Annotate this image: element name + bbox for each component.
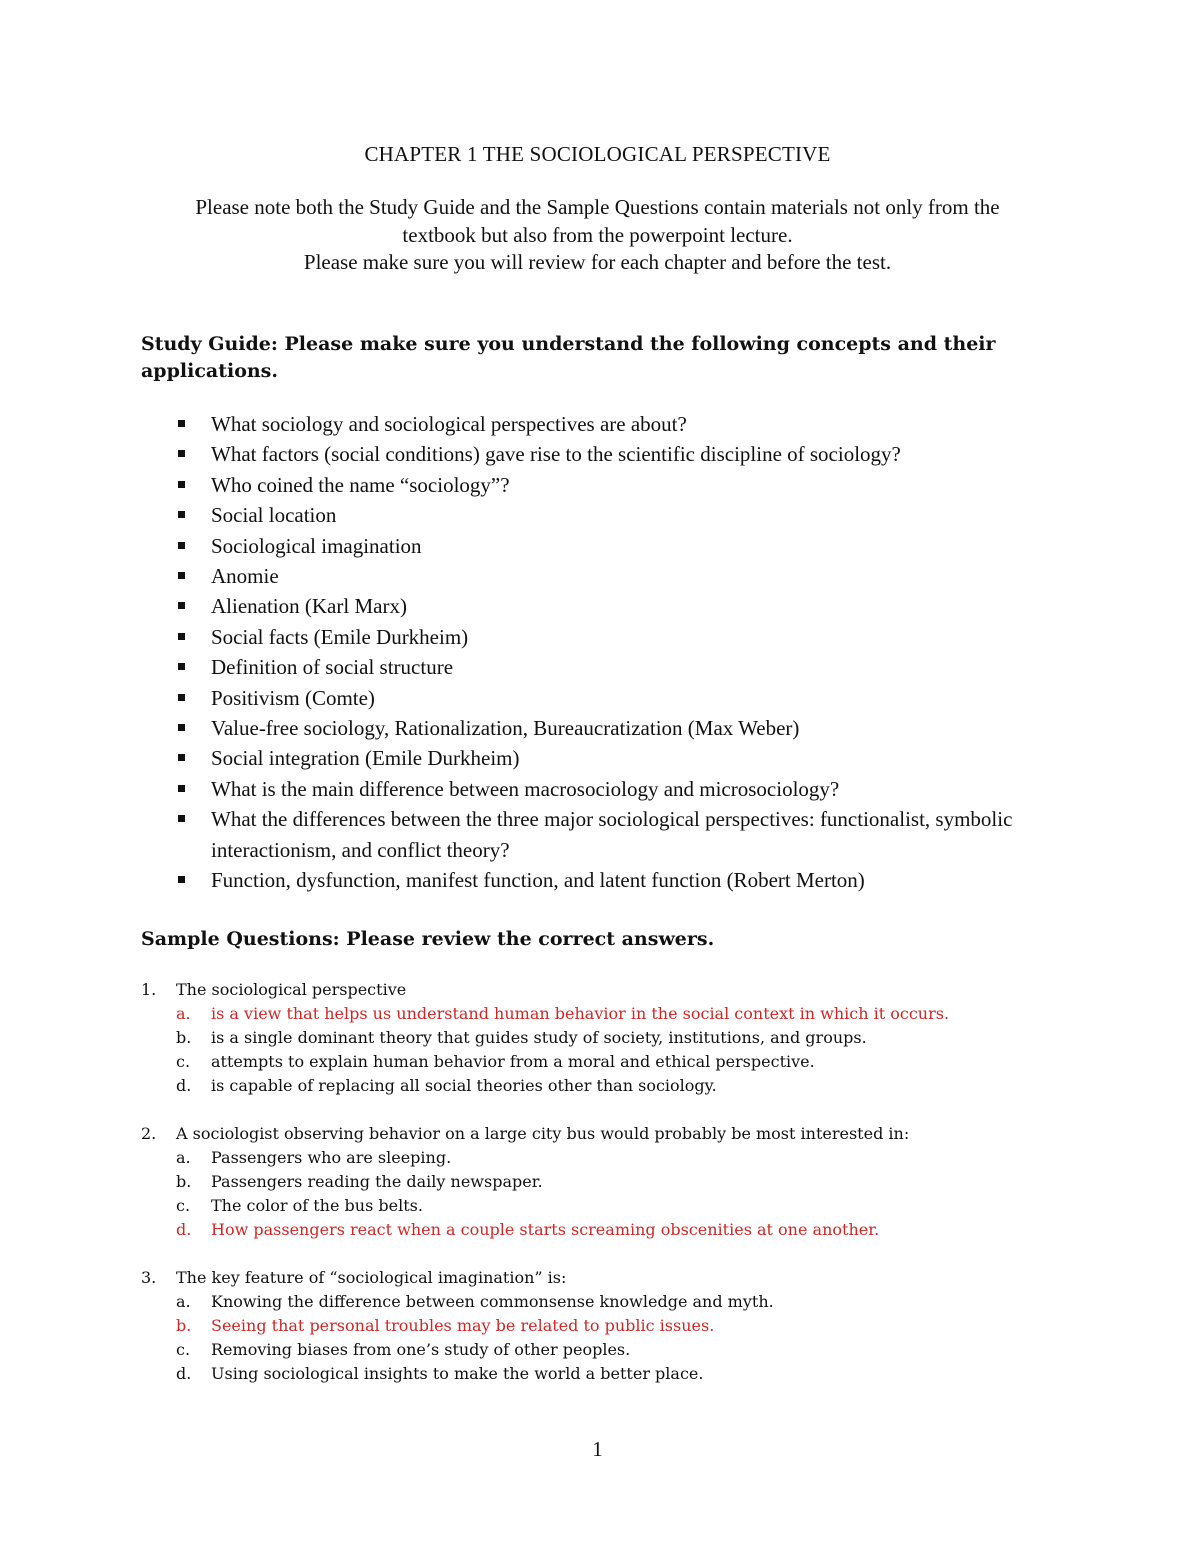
option-letter: b. <box>176 1316 192 1335</box>
square-bullet-icon <box>178 724 185 731</box>
option-letter: d. <box>176 1364 192 1383</box>
square-bullet-icon <box>178 511 185 518</box>
answer-options <box>141 1146 1091 1242</box>
option-text: How passengers react when a couple starts screaming obscenities at one another. <box>211 1220 880 1239</box>
option-text: Passengers reading the daily newspaper. <box>211 1172 543 1191</box>
study-guide-item <box>141 683 1071 713</box>
square-bullet-icon <box>178 633 185 640</box>
study-guide-item-text: Social integration (Emile Durkheim) <box>211 746 520 771</box>
square-bullet-icon <box>178 572 185 579</box>
study-guide-item-text: Value-free sociology, Rationalization, Bureaucratization (Max Weber) <box>211 716 800 741</box>
study-guide-item <box>141 470 1071 500</box>
square-bullet-icon <box>178 754 185 761</box>
question-item <box>141 1266 1091 1386</box>
chapter-title: CHAPTER 1 THE SOCIOLOGICAL PERSPECTIVE <box>364 142 831 166</box>
study-guide-item <box>141 409 1071 439</box>
square-bullet-icon <box>178 481 185 488</box>
question-stem <box>141 978 1091 1002</box>
question-text: The sociological perspective <box>176 980 407 999</box>
option-letter: c. <box>176 1196 191 1215</box>
study-guide-item <box>141 561 1071 591</box>
answer-option <box>141 1074 1091 1098</box>
option-letter: a. <box>176 1292 191 1311</box>
question-number: 3. <box>141 1268 157 1287</box>
answer-option <box>141 1194 1091 1218</box>
study-guide-item-text: Function, dysfunction, manifest function, and latent function (Robert Merton) <box>211 868 865 893</box>
study-guide-item <box>141 439 1071 469</box>
option-text: Using sociological insights to make the world a better place. <box>211 1364 704 1383</box>
study-guide-item-text: Anomie <box>211 564 279 589</box>
square-bullet-icon <box>178 542 185 549</box>
study-guide-item <box>141 743 1071 773</box>
study-guide-item <box>141 652 1071 682</box>
correct-answer-option <box>141 1218 1091 1242</box>
intro-note <box>0 194 1195 277</box>
question-text: The key feature of “sociological imagination” is: <box>176 1268 567 1287</box>
study-guide-item <box>141 804 1071 865</box>
sample-questions-heading: Sample Questions: Please review the correct answers. <box>141 928 715 950</box>
answer-option <box>141 1290 1091 1314</box>
study-guide-item-text: Alienation (Karl Marx) <box>211 594 407 619</box>
study-guide-item <box>141 713 1071 743</box>
option-text: attempts to explain human behavior from a moral and ethical perspective. <box>211 1052 815 1071</box>
study-guide-item-text: Social facts (Emile Durkheim) <box>211 624 469 649</box>
study-guide-item-text: Sociological imagination <box>211 533 422 558</box>
question-text: A sociologist observing behavior on a large city bus would probably be most interested in: <box>176 1124 910 1143</box>
square-bullet-icon <box>178 876 185 883</box>
answer-option <box>141 1146 1091 1170</box>
option-letter: b. <box>176 1028 192 1047</box>
question-stem <box>141 1266 1091 1290</box>
sample-questions-list <box>141 978 1091 1410</box>
study-guide-item-text: Who coined the name “sociology”? <box>211 472 510 497</box>
question-number: 1. <box>141 980 157 999</box>
answer-option <box>141 1170 1091 1194</box>
study-guide-item <box>141 622 1071 652</box>
correct-answer-option <box>141 1314 1091 1338</box>
option-letter: d. <box>176 1220 192 1239</box>
answer-option <box>141 1338 1091 1362</box>
option-text: is a single dominant theory that guides study of society, institutions, and groups. <box>211 1028 867 1047</box>
option-text: Removing biases from one’s study of other peoples. <box>211 1340 631 1359</box>
square-bullet-icon <box>178 450 185 457</box>
option-text: Knowing the difference between commonsense knowledge and myth. <box>211 1292 774 1311</box>
option-text: Seeing that personal troubles may be related to public issues. <box>211 1316 715 1335</box>
answer-option <box>141 1050 1091 1074</box>
study-guide-item <box>141 865 1071 895</box>
correct-answer-option <box>141 1002 1091 1026</box>
question-item <box>141 1122 1091 1242</box>
page-number: 1 <box>592 1437 603 1461</box>
square-bullet-icon <box>178 420 185 427</box>
study-guide-item <box>141 591 1071 621</box>
study-guide-item-text: What factors (social conditions) gave rise to the scientific discipline of sociology? <box>211 442 901 467</box>
option-letter: c. <box>176 1340 191 1359</box>
study-guide-item-text: Social location <box>211 503 337 528</box>
study-guide-item <box>141 774 1071 804</box>
study-guide-heading: Study Guide: Please make sure you understand the following concepts and their applications. <box>141 333 996 382</box>
study-guide-list <box>141 409 1071 896</box>
study-guide-item-text: What is the main difference between macrosociology and microsociology? <box>211 776 840 801</box>
question-stem <box>141 1122 1091 1146</box>
question-number: 2. <box>141 1124 157 1143</box>
intro-line: Please make sure you will review for each chapter and before the test. <box>303 250 892 274</box>
option-letter: b. <box>176 1172 192 1191</box>
study-guide-item <box>141 531 1071 561</box>
intro-line: Please note both the Study Guide and the Sample Questions contain materials not only from the <box>195 195 1000 219</box>
square-bullet-icon <box>178 602 185 609</box>
answer-option <box>141 1026 1091 1050</box>
study-guide-item-text: Definition of social structure <box>211 655 454 680</box>
square-bullet-icon <box>178 694 185 701</box>
intro-line: textbook but also from the powerpoint lecture. <box>402 222 793 247</box>
option-letter: a. <box>176 1148 191 1167</box>
option-text: The color of the bus belts. <box>211 1196 423 1215</box>
square-bullet-icon <box>178 815 185 822</box>
option-letter: a. <box>176 1004 191 1023</box>
option-text: is capable of replacing all social theories other than sociology. <box>211 1076 717 1095</box>
option-text: is a view that helps us understand human behavior in the social context in which it occurs. <box>211 1004 950 1023</box>
study-guide-item-text: Positivism (Comte) <box>211 685 375 710</box>
answer-options <box>141 1290 1091 1386</box>
answer-option <box>141 1362 1091 1386</box>
answer-options <box>141 1002 1091 1098</box>
option-letter: c. <box>176 1052 191 1071</box>
square-bullet-icon <box>178 785 185 792</box>
study-guide-item-text: What the differences between the three major sociological perspectives: functionalist, symbolic interactionism, and conflict theory? <box>211 807 1013 862</box>
question-item <box>141 978 1091 1098</box>
option-letter: d. <box>176 1076 192 1095</box>
study-guide-item <box>141 500 1071 530</box>
square-bullet-icon <box>178 663 185 670</box>
study-guide-item-text: What sociology and sociological perspectives are about? <box>211 412 687 436</box>
option-text: Passengers who are sleeping. <box>211 1148 452 1167</box>
